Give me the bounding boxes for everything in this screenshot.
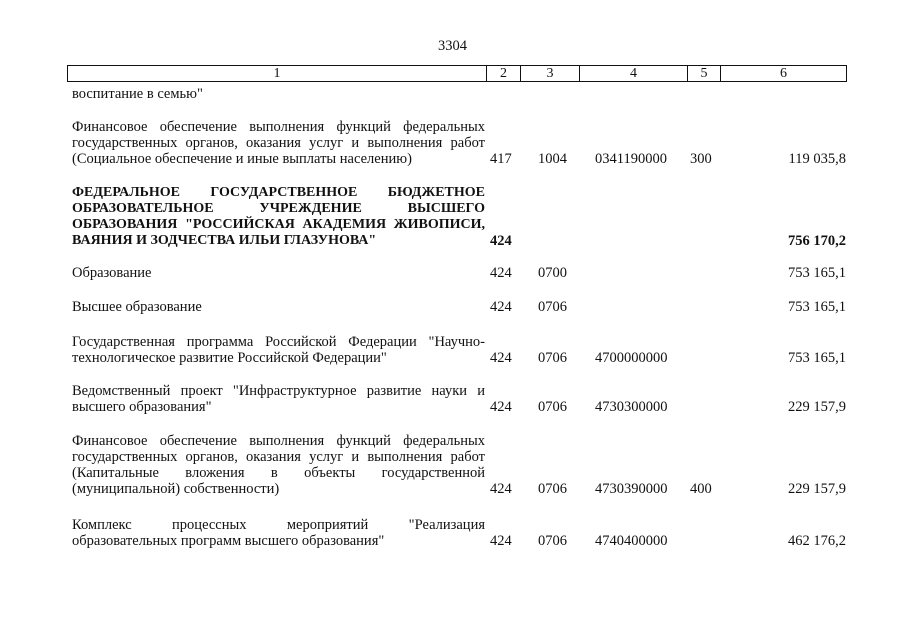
row-description: [72, 383, 485, 415]
cell-col6: 753 165,1: [788, 299, 846, 315]
cell-col2: 424: [490, 265, 512, 281]
header-col-6: 6: [780, 66, 787, 81]
cell-col4: 0341190000: [595, 151, 667, 167]
row-description: [72, 119, 485, 167]
description-line: ВАЯНИЯ И ЗОДЧЕСТВА ИЛЬИ ГЛАЗУНОВА": [72, 233, 377, 248]
row-description: [72, 433, 485, 497]
description-line: образовательных программ высшего образования": [72, 533, 385, 549]
cell-col4: 4730300000: [595, 399, 668, 415]
cell-col4: 4740400000: [595, 533, 668, 549]
row-description: [72, 334, 485, 366]
cell-col3: 0706: [538, 481, 567, 497]
cell-col3: 0706: [538, 533, 567, 549]
description-line: (Социальное обеспечение и иные выплаты населению): [72, 151, 412, 167]
description-line: воспитание в семью": [72, 86, 203, 102]
description-line: государственных органов, оказания услуг и выполнения работ: [72, 135, 485, 151]
cell-col3: 0700: [538, 265, 567, 281]
description-line: Комплекс процессных мероприятий "Реализация: [72, 517, 485, 533]
header-col-4: 4: [630, 66, 637, 81]
cell-col2: 424: [490, 481, 512, 497]
description-line: ОБРАЗОВАТЕЛЬНОЕ УЧРЕЖДЕНИЕ ВЫСШЕГО: [72, 201, 485, 216]
cell-col6: 753 165,1: [788, 350, 846, 366]
cell-col2: 417: [490, 151, 512, 167]
cell-col2: 424: [490, 233, 512, 249]
row-description: [72, 299, 485, 315]
description-line: Финансовое обеспечение выполнения функций федеральных: [72, 119, 485, 135]
description-line: технологическое развитие Российской Федерации": [72, 350, 387, 366]
cell-col6: 119 035,8: [788, 151, 846, 167]
cell-col6: 229 157,9: [788, 399, 846, 415]
description-line: Государственная программа Российской Федерации "Научно-: [72, 334, 485, 350]
cell-col4: 4700000000: [595, 350, 668, 366]
cell-col3: 0706: [538, 299, 567, 315]
description-line: (Капитальные вложения в объекты государственной: [72, 465, 485, 481]
header-col-2: 2: [500, 66, 507, 81]
header-col-5: 5: [700, 66, 708, 81]
row-description: [72, 185, 485, 249]
header-col-1: 1: [273, 66, 281, 81]
cell-col5: 300: [690, 151, 712, 167]
cell-col6: 462 176,2: [788, 533, 846, 549]
description-line: (муниципальной) собственности): [72, 481, 280, 497]
description-line: ОБРАЗОВАНИЯ "РОССИЙСКАЯ АКАДЕМИЯ ЖИВОПИСИ,: [72, 217, 485, 232]
cell-col3: 0706: [538, 350, 567, 366]
row-description: [72, 265, 485, 281]
cell-col4: 4730390000: [595, 481, 668, 497]
page-number: 3304: [438, 38, 467, 54]
description-line: государственных органов, оказания услуг и выполнения работ: [72, 449, 485, 465]
description-line: Высшее образование: [72, 299, 202, 315]
description-line: ФЕДЕРАЛЬНОЕ ГОСУДАРСТВЕННОЕ БЮДЖЕТНОЕ: [72, 185, 485, 200]
cell-col6: 753 165,1: [788, 265, 846, 281]
description-line: высшего образования": [72, 399, 212, 415]
description-line: Финансовое обеспечение выполнения функций федеральных: [72, 433, 485, 449]
cell-col2: 424: [490, 350, 512, 366]
row-description: [72, 86, 485, 102]
cell-col2: 424: [490, 533, 512, 549]
header-col-3: 3: [546, 66, 554, 81]
description-line: Образование: [72, 265, 152, 281]
table-header: [67, 65, 847, 82]
cell-col2: 424: [490, 299, 512, 315]
cell-col3: 0706: [538, 399, 567, 415]
cell-col2: 424: [490, 399, 512, 415]
cell-col5: 400: [690, 481, 712, 497]
cell-col6: 756 170,2: [788, 233, 846, 249]
cell-col3: 1004: [538, 151, 567, 167]
description-line: Ведомственный проект "Инфраструктурное развитие науки и: [72, 383, 485, 399]
cell-col6: 229 157,9: [788, 481, 846, 497]
row-description: [72, 517, 485, 549]
